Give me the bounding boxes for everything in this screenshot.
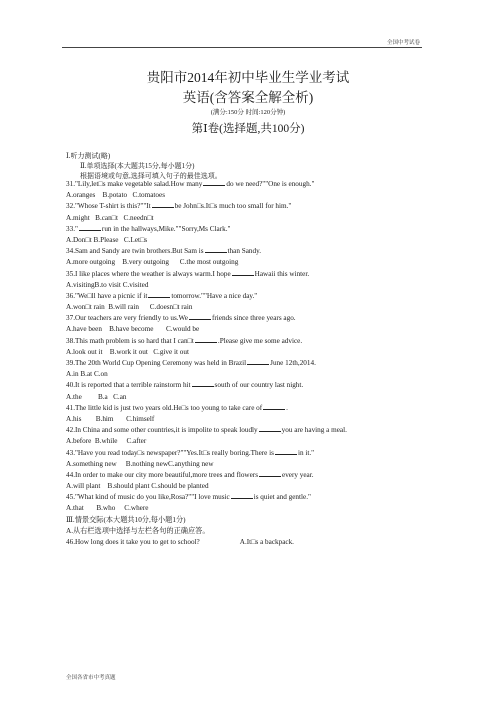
question-stem-end: is quiet and gentle." [253, 493, 311, 502]
question-options: A.Don□t B.Please C.Let□s [66, 235, 148, 244]
question-stem-end: Hawaii this winter. [254, 269, 310, 278]
question-stem [66, 291, 347, 302]
answer-blank [247, 358, 269, 365]
question-stem-start: 40.It is reported that a terrible rainstorm hit [66, 381, 191, 390]
question-stem-start: 44.In order to make our city more beautiful,more trees and flowers [66, 470, 258, 479]
question-stem [66, 179, 347, 190]
answer-blank [205, 246, 227, 253]
question-options: A.won□t rain B.will rain C.doesn□t rain [66, 303, 193, 312]
question-stem [66, 336, 347, 347]
question-stem-start: 31."Lily,let□s make vegetable salad.How many [66, 180, 203, 188]
answer-blank [203, 179, 225, 186]
question-stem [66, 358, 347, 369]
question-stem-end: than Sandy. [227, 247, 262, 256]
question-46-left: 46.How long does it take you to get to school? [66, 538, 200, 546]
question-stem [66, 246, 347, 257]
answer-blank [259, 425, 281, 432]
question-stem [66, 470, 347, 481]
question-options: A.look out it B.work it out C.give it out [66, 347, 189, 356]
question-stem-start: 45."What kind of music do you like,Rosa?""I love music [66, 493, 230, 502]
question-46 [66, 537, 347, 548]
exam-subtitle: 英语(含答案全解全析) [182, 90, 314, 105]
section-single-choice-instructions: 根据语境或句意,选择可填入句子的最佳选项。 [80, 172, 222, 180]
section-dialogue: Ⅲ.情景交际(本大题共10分,每小题1分) [66, 515, 186, 524]
exam-meta: (满分:150分 时间:120分钟) [210, 109, 286, 116]
answer-blank [189, 313, 211, 320]
question-options: A.the B.a C.an [66, 392, 127, 401]
question-options: A.more outgoing B.very outgoing C.the most outgoing [66, 258, 239, 267]
section-single-choice: Ⅱ.单项选择(本大题共15分,每小题1分) [80, 162, 195, 170]
question-stem-start: 43."Have you read today□s newspaper?""Yes.It□s really boring.There is [66, 448, 274, 457]
question-stem-end: friends since three years ago. [211, 314, 296, 323]
question-stem [66, 448, 347, 459]
answer-blank [192, 380, 214, 387]
question-stem-end: be John□s.It□s much too small for him." [174, 202, 292, 211]
question-stem-end: south of our country last night. [214, 381, 304, 390]
question-stem-start: 41.The little kid is just two years old.He□s too young to take care of [66, 403, 263, 412]
question-options: A.before B.while C.after [66, 437, 147, 446]
question-stem [66, 269, 347, 280]
question-stem-start: 33." [66, 224, 78, 233]
question-stem-start: 39.The 20th World Cup Opening Ceremony was held in Brazil [66, 359, 247, 367]
question-stem [66, 492, 347, 503]
question-options: A.in B.at C.on [66, 370, 108, 379]
question-stem [66, 313, 347, 324]
question-stem-start: 38.This math problem is so hard that I can□t [66, 336, 194, 345]
answer-blank [195, 336, 217, 343]
answer-blank [232, 269, 254, 276]
question-options: A.something new B.nothing newC.anything new [66, 459, 214, 468]
question-stem-end: . [286, 403, 288, 412]
question-stem-end: every year. [282, 470, 314, 479]
question-stem-start: 37.Our teachers are very friendly to us.We [66, 314, 188, 323]
question-stem-end: tomorrow.""Have a nice day." [171, 291, 258, 300]
answer-blank [152, 201, 174, 208]
exam-title: 贵阳市2014年初中毕业生学业考试 [146, 70, 350, 85]
answer-blank [148, 291, 170, 298]
question-stem-end: in it." [297, 448, 315, 457]
question-stem [66, 425, 347, 436]
page-footer-label: 全国各省市中考真题 [66, 675, 116, 681]
question-stem-end: run in the hallways,Mike.""Sorry,Ms Clark." [101, 224, 231, 233]
question-stem-end: you are having a meal. [281, 426, 347, 435]
question-stem [66, 403, 347, 414]
question-options: A.his B.him C.himself [66, 414, 155, 423]
answer-blank [263, 403, 285, 410]
question-list [66, 179, 347, 548]
question-options: A.might B.can□t C.needn□t [66, 213, 154, 222]
question-stem-start: 42.In China and some other countries,it is impolite to speak loudly [66, 426, 258, 435]
answer-blank [231, 492, 253, 499]
question-stem-start: 34.Sam and Sandy are twin brothers.But Sam is [66, 247, 204, 256]
section-dialogue-a: A.从右栏选项中选择与左栏各句的正确应答。 [66, 526, 210, 535]
question-stem-end: .Please give me some advice. [217, 336, 303, 345]
question-options: A.will plant B.should plant C.should be planted [66, 482, 209, 491]
question-stem-start: 35.I like places where the weather is always warm.I hope [66, 269, 231, 278]
part-heading: 第Ⅰ卷(选择题,共100分) [191, 123, 305, 135]
question-stem-start: 32."Whose T-shirt is this?""It [66, 202, 151, 211]
question-stem-end: do we need?""One is enough." [226, 180, 315, 188]
question-options: A.have been B.have become C.would be [66, 325, 200, 334]
question-options: A.oranges B.potato C.tomatoes [66, 191, 166, 200]
question-options: A.visitingB.to visit C.visited [66, 280, 149, 289]
question-stem [66, 380, 347, 391]
question-options: A.that B.who C.where [66, 504, 149, 513]
question-stem [66, 224, 347, 235]
question-stem-end: June 12th,2014. [270, 359, 316, 367]
answer-blank [79, 224, 101, 231]
answer-blank [275, 448, 297, 455]
question-46-right: A.It□s a backpack. [239, 538, 294, 546]
page-header-label: 全国中考试卷 [386, 40, 420, 46]
section-listening: Ⅰ.听力测试(略) [66, 152, 111, 160]
answer-blank [259, 470, 281, 477]
question-stem [66, 201, 347, 212]
header-divider [62, 47, 422, 48]
question-stem-start: 36."We□ll have a picnic if it [66, 291, 148, 300]
